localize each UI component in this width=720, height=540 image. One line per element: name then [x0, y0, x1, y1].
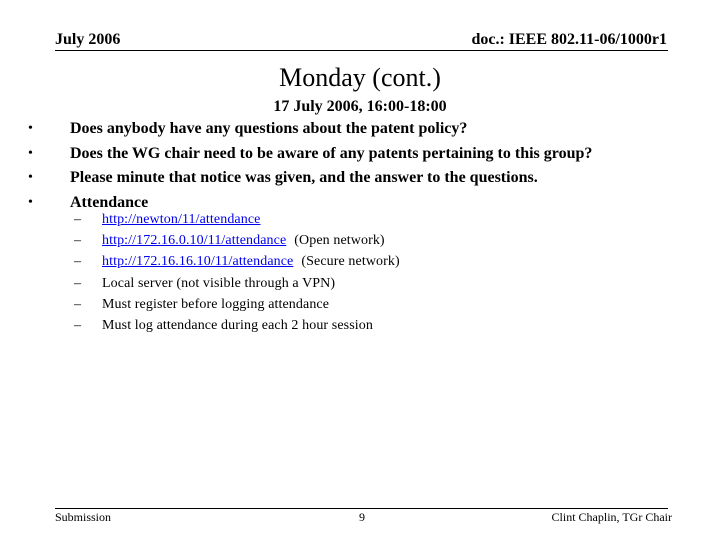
sub-bullet-marker: –: [74, 275, 81, 291]
bullet-marker: •: [28, 121, 33, 136]
network-note: (Secure network): [301, 254, 400, 270]
bullet-marker: •: [28, 194, 33, 210]
sub-bullet-marker: –: [74, 233, 81, 249]
footer-divider: [55, 508, 668, 509]
attendance-link-newton[interactable]: http://newton/11/attendance: [102, 212, 261, 227]
sub-bullet-text: Must register before logging attendance: [102, 296, 330, 312]
bullet-marker: •: [28, 145, 33, 161]
header-doc-id: doc.: IEEE 802.11-06/1000r1: [471, 31, 667, 48]
sub-bullet-text: [102, 252, 400, 272]
bullet-text: Does the WG chair need to be aware of any patents pertaining to this group?: [70, 144, 593, 162]
sub-bullet-text: Local server (not visible through a VPN): [102, 275, 336, 291]
page-number: 9: [359, 510, 365, 524]
sub-bullet-marker: –: [74, 212, 81, 227]
header-divider: [55, 50, 668, 51]
attendance-link-open-network[interactable]: http://172.16.0.10/11/attendance: [102, 233, 287, 249]
header-date: July 2006: [55, 31, 121, 48]
sub-bullet-text: Must log attendance during each 2 hour session: [102, 317, 373, 333]
attendance-link-secure-network[interactable]: http://172.16.16.10/11/attendance: [102, 254, 294, 270]
slide-title: Monday (cont.): [279, 63, 441, 92]
footer-author: Clint Chaplin, TGr Chair: [551, 510, 672, 524]
bullet-text: Attendance: [70, 193, 149, 211]
network-note: (Open network): [294, 233, 385, 249]
bullet-text: Please minute that notice was given, and the answer to the questions.: [70, 169, 538, 186]
slide-subtitle: 17 July 2006, 16:00-18:00: [273, 98, 447, 115]
sub-bullet-text: [102, 210, 260, 230]
sub-bullet-marker: –: [74, 254, 81, 270]
sub-bullet-text: [102, 231, 385, 251]
footer-submission: Submission: [55, 510, 112, 524]
bullet-marker: •: [28, 170, 33, 185]
sub-bullet-marker: –: [74, 296, 81, 312]
sub-bullet-marker: –: [74, 317, 81, 333]
bullet-text: Does anybody have any questions about the patent policy?: [70, 120, 468, 137]
